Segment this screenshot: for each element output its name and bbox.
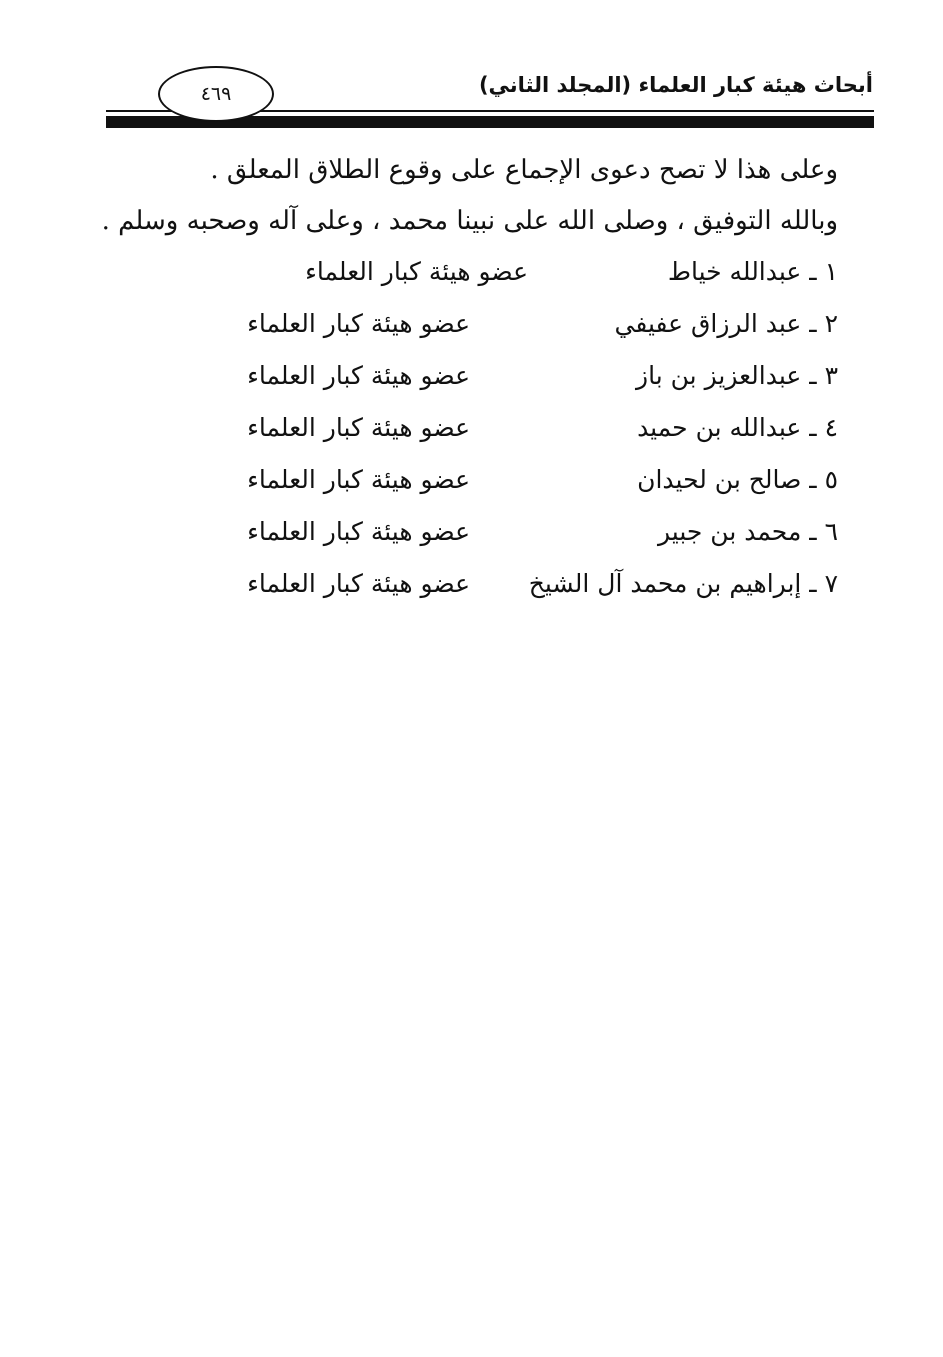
- signatories-list: [103, 252, 838, 616]
- paragraph-line: وبالله التوفيق ، وصلى الله على نبينا محمد ، وعلى آله وصحبه وسلم .: [101, 206, 838, 236]
- signatory-row: [103, 564, 838, 616]
- signatory-name: ٢ ـ عبد الرزاق عفيفي: [614, 309, 838, 338]
- signatory-name: ٦ ـ محمد بن جبير: [658, 517, 838, 546]
- signatory-row: [103, 304, 838, 356]
- signatory-row: [103, 252, 838, 304]
- signatory-name: ٣ ـ عبدالعزيز بن باز: [636, 361, 838, 390]
- signatory-row: [103, 460, 838, 512]
- signatory-title: عضو هيئة كبار العلماء: [247, 413, 470, 442]
- signatory-title: عضو هيئة كبار العلماء: [247, 569, 470, 598]
- signatory-name: ٧ ـ إبراهيم بن محمد آل الشيخ: [528, 569, 838, 598]
- signatory-title: عضو هيئة كبار العلماء: [247, 517, 470, 546]
- signatory-name: ٤ ـ عبدالله بن حميد: [637, 413, 838, 442]
- page-number-badge: [158, 66, 274, 122]
- signatory-title: عضو هيئة كبار العلماء: [247, 361, 470, 390]
- signatory-row: [103, 512, 838, 564]
- signatory-row: [103, 408, 838, 460]
- page-number: ٤٦٩: [200, 83, 232, 105]
- signatory-title: عضو هيئة كبار العلماء: [247, 465, 470, 494]
- signatory-name: ٥ ـ صالح بن لحيدان: [637, 465, 838, 494]
- running-header-title: أبحاث هيئة كبار العلماء (المجلد الثاني): [478, 73, 873, 97]
- signatory-title: عضو هيئة كبار العلماء: [247, 309, 470, 338]
- paragraph-line: وعلى هذا لا تصح دعوى الإجماع على وقوع الطلاق المعلق .: [210, 155, 838, 185]
- signatory-row: [103, 356, 838, 408]
- signatory-title: عضو هيئة كبار العلماء: [305, 257, 528, 286]
- signatory-name: ١ ـ عبدالله خياط: [667, 257, 838, 286]
